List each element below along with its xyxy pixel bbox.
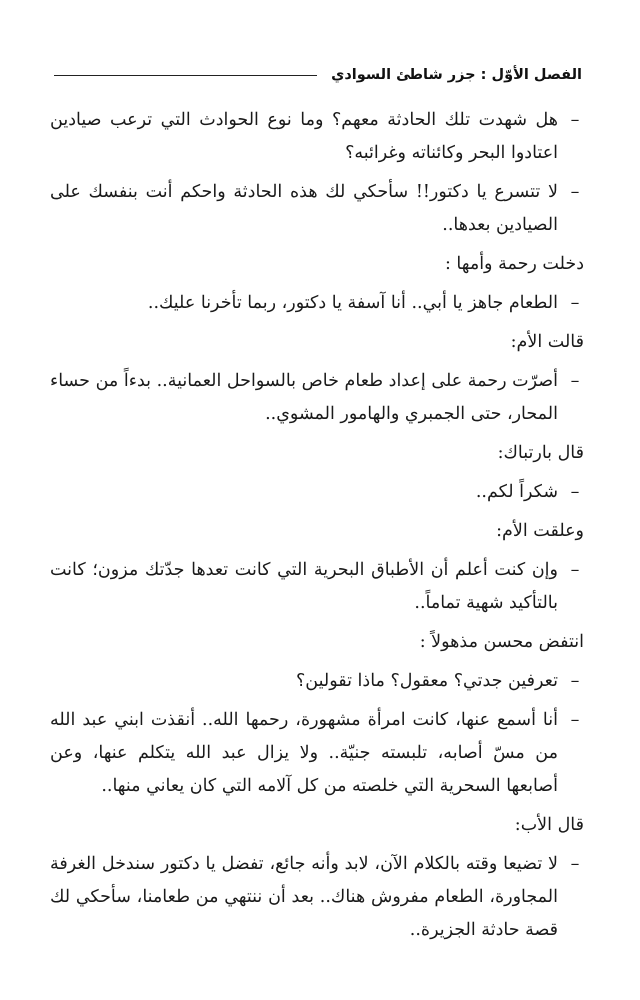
dialogue-paragraph (50, 848, 584, 947)
paragraph-text: وعلقت الأم: (496, 521, 584, 541)
dialogue-paragraph (50, 665, 584, 698)
dialogue-dash: – (570, 710, 580, 730)
dialogue-dash: – (570, 482, 580, 502)
paragraph-text: وإن كنت أعلم أن الأطباق البحرية التي كانت تعدها جدّتك مزون؛ كانت بالتأكيد شهية تماماً.. (50, 560, 558, 613)
dialogue-dash: – (570, 854, 580, 874)
dialogue-paragraph (50, 476, 584, 509)
paragraph-text: هل شهدت تلك الحادثة معهم؟ وما نوع الحوادث التي ترعب صيادين اعتادوا البحر وكائناته وغرائبه؟ (50, 110, 558, 163)
dialogue-dash: – (570, 182, 580, 202)
paragraph-text: دخلت رحمة وأمها : (444, 254, 584, 274)
paragraph-text: لا تتسرع يا دكتور!! سأحكي لك هذه الحادثة واحكم أنت بنفسك على الصيادين بعدها.. (50, 182, 558, 235)
paragraph-text: قال الأب: (514, 815, 584, 835)
dialogue-dash: – (570, 293, 580, 313)
running-header (54, 60, 582, 90)
narration-paragraph (50, 809, 584, 842)
dialogue-dash: – (570, 671, 580, 691)
dialogue-dash: – (570, 560, 580, 580)
body-text (50, 104, 584, 953)
paragraph-text: أصرّت رحمة على إعداد طعام خاص بالسواحل العمانية.. بدءاً من حساء المحار، حتى الجمبري والهامور المشوي.. (50, 371, 558, 424)
paragraph-text: انتفض محسن مذهولاً : (419, 632, 584, 652)
dialogue-paragraph (50, 704, 584, 803)
dialogue-paragraph (50, 554, 584, 620)
narration-paragraph (50, 248, 584, 281)
dialogue-dash: – (570, 110, 580, 130)
paragraph-text: الطعام جاهز يا أبي.. أنا آسفة يا دكتور، ربما تأخرنا عليك.. (147, 293, 558, 313)
narration-paragraph (50, 437, 584, 470)
dialogue-paragraph (50, 176, 584, 242)
paragraph-text: لا تضيعا وقته بالكلام الآن، لابد وأنه جائع، تفضل يا دكتور سندخل الغرفة المجاورة، الطعام مفروش هناك.. بعد أن ننتهي من طعامنا، سأحكي لك قصة حادثة الجزيرة.. (50, 854, 558, 940)
dialogue-paragraph (50, 104, 584, 170)
narration-paragraph (50, 626, 584, 659)
paragraph-text: قال بارتباك: (497, 443, 584, 463)
dialogue-paragraph (50, 287, 584, 320)
header-rule (54, 75, 317, 76)
dialogue-dash: – (570, 371, 580, 391)
paragraph-text: قالت الأم: (510, 332, 584, 352)
paragraph-text: تعرفين جدتي؟ معقول؟ ماذا تقولين؟ (296, 671, 558, 691)
paragraph-text: أنا أسمع عنها، كانت امرأة مشهورة، رحمها الله.. أنقذت ابني عبد الله من مسّ أصابه، تلبسته جنيّة.. ولا يزال عبد الله يتكلم عنها، وعن أصابعها السحرية التي خلصته من كل آلامه التي كان يعاني منها.. (50, 710, 558, 796)
dialogue-paragraph (50, 365, 584, 431)
narration-paragraph (50, 515, 584, 548)
chapter-title: الفصل الأوّل : جزر شاطئ السوادي (331, 67, 582, 83)
paragraph-text: شكراً لكم.. (475, 482, 558, 502)
narration-paragraph (50, 326, 584, 359)
